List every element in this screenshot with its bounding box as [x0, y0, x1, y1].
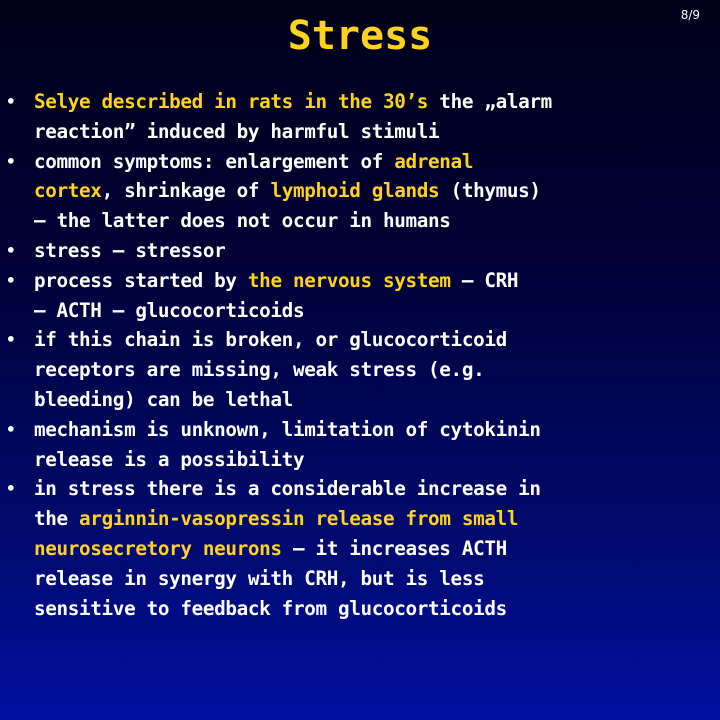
page-number: 8/9 — [680, 8, 700, 22]
bullet-text: reaction” induced by harmful stimuli — [34, 119, 440, 143]
highlighted-text: neurosecretory neurons — [34, 536, 282, 560]
bullet-item — [6, 87, 706, 147]
highlighted-text: the nervous system — [247, 268, 451, 292]
bullet-dot-icon: • — [6, 92, 16, 111]
bullet-item — [6, 415, 706, 475]
bullet-list — [6, 87, 706, 623]
bullet-text: (thymus) — [439, 179, 541, 203]
bullet-text: release is a possibility — [34, 447, 305, 471]
slide-title: Stress — [287, 13, 433, 59]
bullet-text: – ACTH – glucocorticoids — [34, 298, 305, 322]
bullet-item — [6, 474, 706, 623]
bullet-dot-icon: • — [6, 151, 16, 171]
bullet-text: receptors are missing, weak stress (e.g. — [34, 358, 485, 382]
bullet-text: the — [34, 507, 80, 531]
bullet-text: process started by — [34, 268, 248, 292]
bullet-dot-icon: • — [6, 419, 16, 439]
bullet-item — [6, 147, 706, 236]
bullet-text: release in synergy with CRH, but is less — [34, 566, 485, 590]
highlighted-text: arginnin-vasopressin release from small — [79, 507, 519, 531]
bullet-text: – CRH — [450, 268, 519, 292]
bullet-text: the „alarm — [428, 90, 552, 113]
bullet-dot-icon: • — [6, 330, 16, 350]
highlighted-text: adrenal — [394, 149, 474, 173]
bullet-text: common symptoms: enlargement of — [34, 149, 395, 173]
bullet-item — [6, 325, 706, 414]
highlighted-text: Selye described in rats in the 30’s — [34, 90, 429, 113]
bullet-text: – it increases ACTH — [281, 536, 507, 560]
highlighted-text: cortex — [34, 179, 102, 203]
bullet-dot-icon: • — [6, 240, 16, 260]
bullet-text: stress – stressor — [34, 238, 226, 262]
highlighted-text: lymphoid glands — [270, 179, 440, 203]
bullet-text: , shrinkage of — [101, 179, 271, 203]
bullet-text: mechanism is unknown, limitation of cytokinin — [34, 417, 541, 441]
bullet-text: – the latter does not occur in humans — [34, 209, 451, 233]
bullet-dot-icon: • — [6, 270, 16, 290]
bullet-text: sensitive to feedback from glucocorticoids — [34, 596, 507, 620]
bullet-text: in stress there is a considerable increase in — [34, 477, 541, 501]
bullet-text: bleeding) can be lethal — [34, 387, 293, 411]
bullet-text: if this chain is broken, or glucocorticoid — [34, 328, 507, 352]
bullet-item — [6, 266, 706, 326]
bullet-item — [6, 236, 706, 266]
bullet-dot-icon: • — [6, 479, 16, 499]
